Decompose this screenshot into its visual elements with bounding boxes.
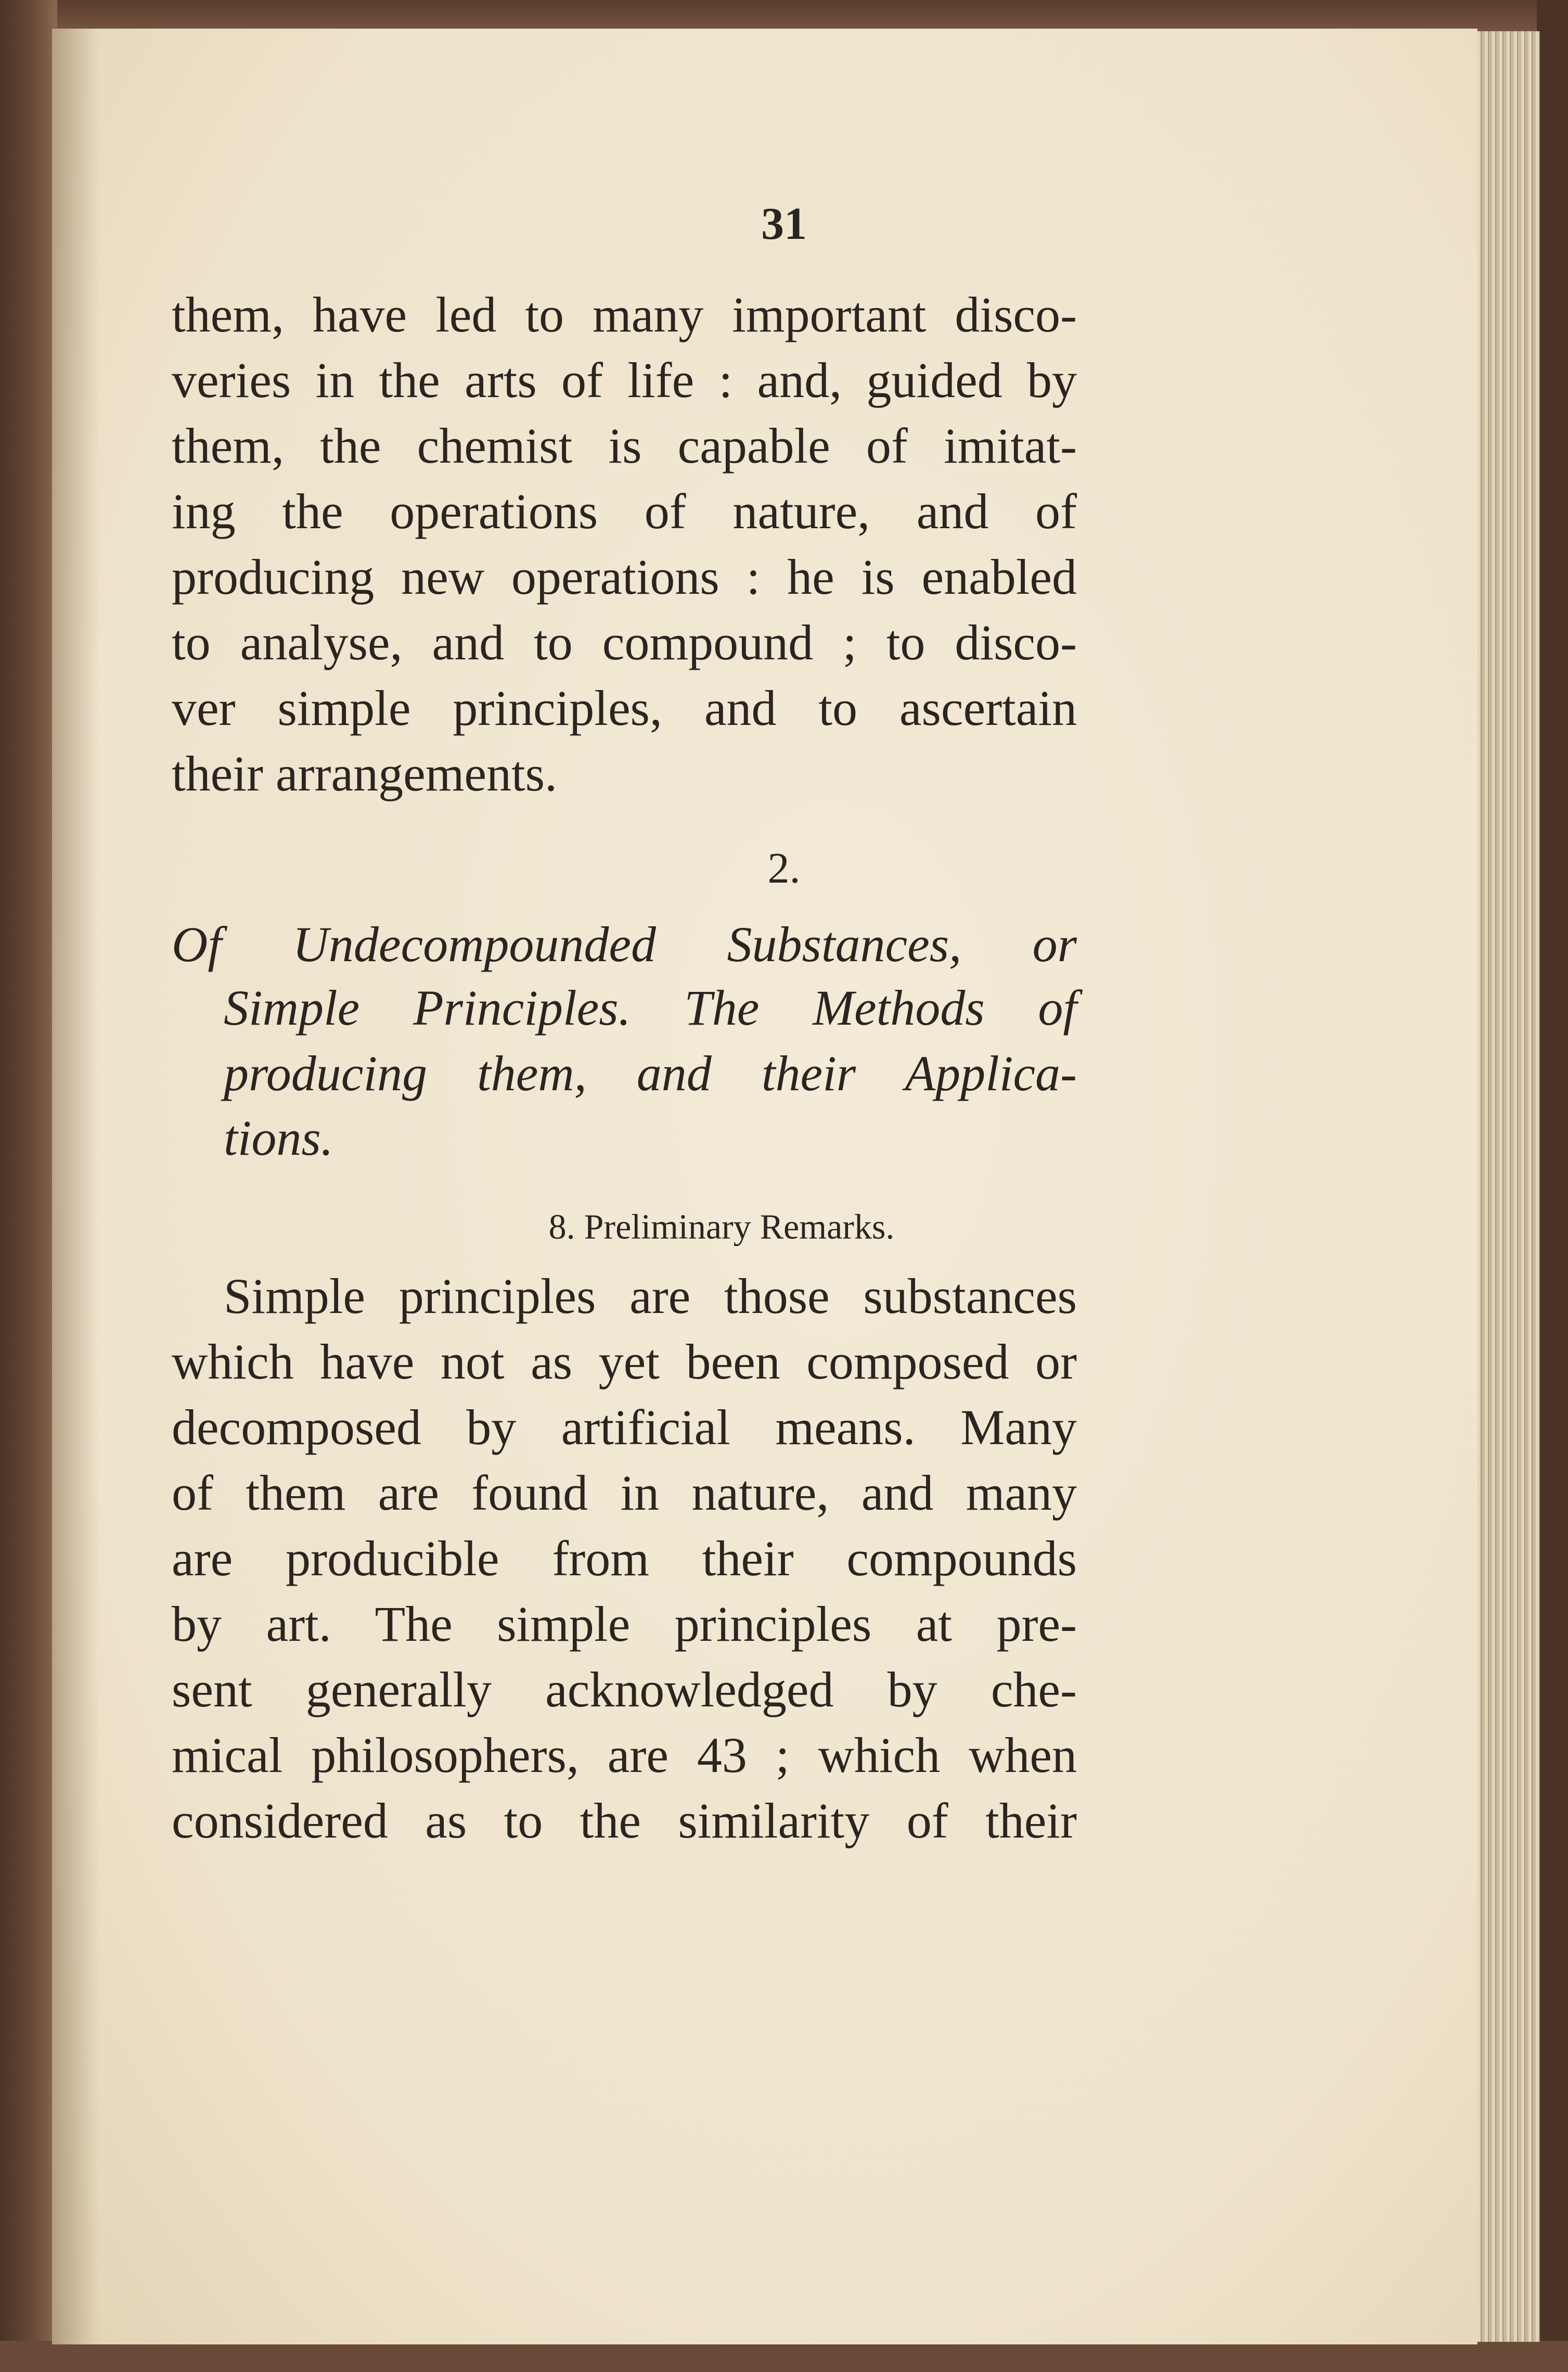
text-line: are producible from their compounds: [172, 1531, 1077, 1586]
section-number: 2.: [767, 844, 801, 892]
text-line: ing the operations of nature, and of: [172, 483, 1077, 539]
heading-line: tions.: [224, 1110, 333, 1166]
text-line: Simple principles are those substances: [224, 1268, 1077, 1324]
text-line: veries in the arts of life : and, guided by: [172, 352, 1077, 408]
text-line: by art. The simple principles at pre-: [172, 1596, 1077, 1652]
text-line: them, the chemist is capable of imitat-: [172, 418, 1077, 474]
text-line: mical philosophers, are 43 ; which when: [172, 1727, 1077, 1783]
heading-line: Simple Principles. The Methods of: [224, 980, 1077, 1036]
text-line: their arrangements.: [172, 746, 557, 801]
book-cover-left: [0, 0, 57, 2372]
heading-line: producing them, and their Applica-: [224, 1045, 1077, 1101]
text-line: of them are found in nature, and many: [172, 1465, 1077, 1521]
heading-line: Of Undecompounded Substances, or: [172, 916, 1077, 972]
text-line: which have not as yet been composed or: [172, 1334, 1077, 1389]
text-line: them, have led to many important disco-: [172, 287, 1077, 342]
page-gutter-shadow: [52, 29, 99, 2344]
page-number: 31: [761, 199, 807, 249]
subsection-heading: 8. Preliminary Remarks.: [548, 1207, 895, 1246]
text-line: considered as to the similarity of their: [172, 1793, 1077, 1848]
text-line: decomposed by artificial means. Many: [172, 1399, 1077, 1455]
text-line: producing new operations : he is enabled: [172, 549, 1077, 605]
page-edges: [1467, 31, 1540, 2342]
text-line: ver simple principles, and to ascertain: [172, 680, 1077, 736]
text-line: sent generally acknowledged by che-: [172, 1662, 1077, 1717]
text-line: to analyse, and to compound ; to disco-: [172, 615, 1077, 670]
book-cover-right: [1537, 0, 1568, 2372]
book-cover-bottom: [0, 2341, 1568, 2372]
